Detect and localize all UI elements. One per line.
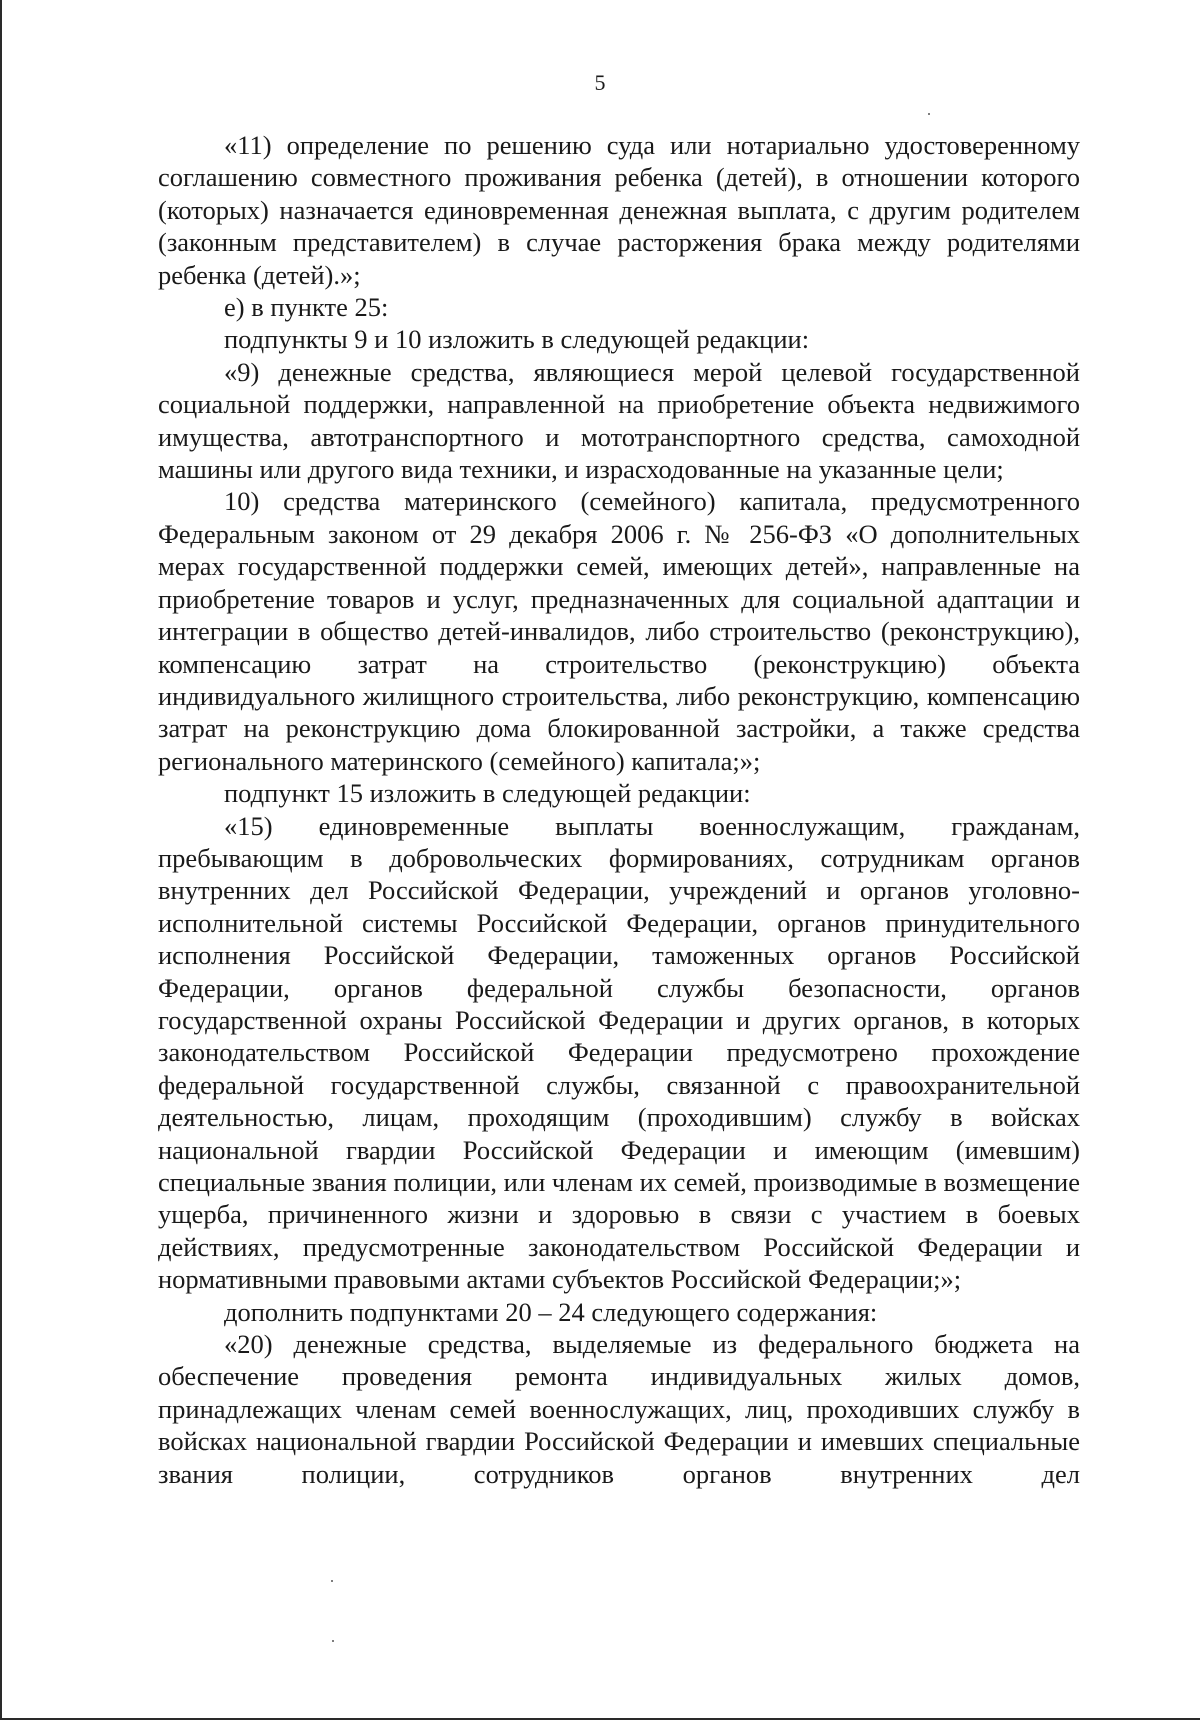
paragraph-subitem-11: «11) определение по решению суда или нотариально удостоверенному соглашению совместного проживания ребенка (детей), в отношении которого (которых) назначается единовременная денежная выплата, с другим родителем (законным представителем) в случае расторжения брака между родителями ребенка (детей).»; xyxy=(158,130,1080,290)
scan-speck xyxy=(331,1580,333,1582)
scan-speck xyxy=(332,1640,334,1642)
paragraph-subitems-9-10-intro: подпункты 9 и 10 изложить в следующей редакции: xyxy=(224,324,810,355)
paragraph-subitem-9: «9) денежные средства, являющиеся мерой целевой государственной социальной поддержки, направленной на приобретение объекта недвижимого имущества, автотранспортного и мототранспортного средства, самоходной машины или другого вида техники, и израсходованные на указанные цели; xyxy=(158,356,1080,485)
scan-left-edge xyxy=(0,0,2,1720)
paragraph-item-25-heading: е) в пункте 25: xyxy=(224,292,389,323)
scan-speck xyxy=(928,113,930,115)
paragraph-subitem-10: 10) средства материнского (семейного) капитала, предусмотренного Федеральным законом от 29 декабря 2006 г. № 256-ФЗ «О дополнительных мерах государственной поддержки семей, имеющих детей», направленные на приобретение товаров и услуг, предназначенных для социальной адаптации и интеграции в общество детей-инвалидов, либо строительство (реконструкцию), компенсацию затрат на строительство (реконструкцию) объекта индивидуального жилищного строительства, либо реконструкцию, компенсацию затрат на реконструкцию дома блокированной застройки, а также средства регионального материнского (семейного) капитала;»; xyxy=(158,486,1080,776)
paragraph-subitem-15-intro: подпункт 15 изложить в следующей редакции: xyxy=(224,778,751,809)
page-number: 5 xyxy=(594,70,606,95)
paragraph-subitem-15: «15) единовременные выплаты военнослужащим, гражданам, пребывающим в добровольческих формированиях, сотрудникам органов внутренних дел Российской Федерации, учреждений и органов уголовно-исполнительной системы Российской Федерации, органов принудительного исполнения Российской Федерации, таможенных органов Российской Федерации, органов федеральной службы безопасности, органов государственной охраны Российской Федерации и других органов, в которых законодательством Российской Федерации предусмотрено прохождение федеральной государственной службы, связанной с правоохранительной деятельностью, лицам, проходящим (проходившим) службу в войсках национальной гвардии Российской Федерации и имеющим (имевшим) специальные звания полиции, или членам их семей, производимые в возмещение ущерба, причиненного жизни и здоровью в связи с участием в боевых действиях, предусмотренные законодательством Российской Федерации и нормативными правовыми актами субъектов Российской Федерации;»; xyxy=(158,810,1080,1295)
document-body xyxy=(158,129,1080,1490)
paragraph-subitem-20: «20) денежные средства, выделяемые из федерального бюджета на обеспечение проведения ремонта индивидуальных жилых домов, принадлежащих членам семей военнослужащих, лиц, проходивших службу в войсках национальной гвардии Российской Федерации и имевших специальные звания полиции, сотрудников органов внутренних дел xyxy=(158,1329,1080,1489)
paragraph-subitems-20-24-intro: дополнить подпунктами 20 – 24 следующего содержания: xyxy=(224,1296,878,1327)
